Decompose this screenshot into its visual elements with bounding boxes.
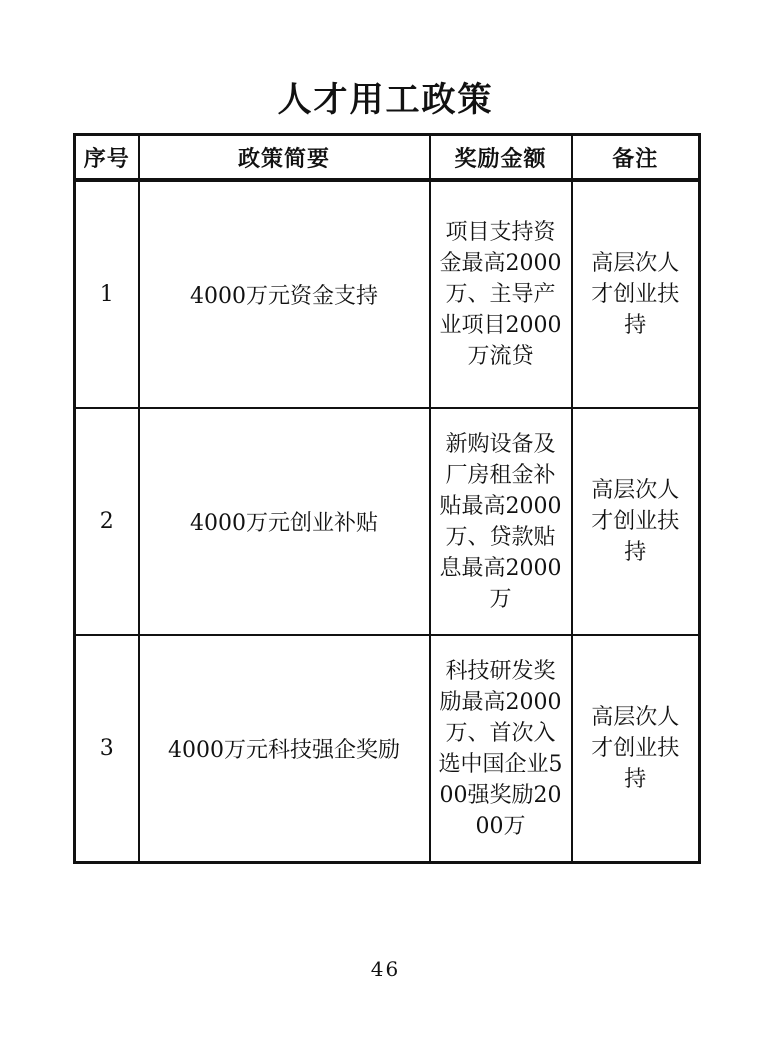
row-number: 2 bbox=[75, 408, 139, 635]
table-row bbox=[75, 180, 700, 408]
row-number: 3 bbox=[75, 635, 139, 863]
policy-table bbox=[73, 133, 701, 864]
row-reward-cell bbox=[430, 635, 572, 863]
table-header-row bbox=[75, 135, 700, 181]
table-row bbox=[75, 408, 700, 635]
row-summary: 4000万元科技强企奖励 bbox=[139, 635, 430, 863]
table-row bbox=[75, 635, 700, 863]
row-summary: 4000万元资金支持 bbox=[139, 180, 430, 408]
header-note: 备注 bbox=[572, 135, 700, 181]
header-summary: 政策简要 bbox=[139, 135, 430, 181]
row-note: 高层次人才创业扶持 bbox=[591, 478, 680, 565]
row-reward-cell bbox=[430, 408, 572, 635]
row-number: 1 bbox=[75, 180, 139, 408]
row-note-cell bbox=[572, 180, 700, 408]
page-number: 46 bbox=[370, 957, 401, 981]
row-note: 高层次人才创业扶持 bbox=[591, 705, 680, 792]
row-note-cell bbox=[572, 635, 700, 863]
row-reward: 科技研发奖励最高2000万、首次入选中国企业500强奖励2000万 bbox=[438, 658, 563, 839]
row-summary: 4000万元创业补贴 bbox=[139, 408, 430, 635]
row-reward: 项目支持资金最高2000万、主导产业项目2000万流贷 bbox=[439, 220, 562, 369]
row-note-cell bbox=[572, 408, 700, 635]
row-reward-cell bbox=[430, 180, 572, 408]
row-reward: 新购设备及厂房租金补贴最高2000万、贷款贴息最高2000万 bbox=[439, 431, 562, 612]
header-number: 序号 bbox=[75, 135, 139, 181]
header-reward: 奖励金额 bbox=[430, 135, 572, 181]
page-title: 人才用工政策 bbox=[277, 80, 494, 120]
row-note: 高层次人才创业扶持 bbox=[591, 251, 680, 338]
